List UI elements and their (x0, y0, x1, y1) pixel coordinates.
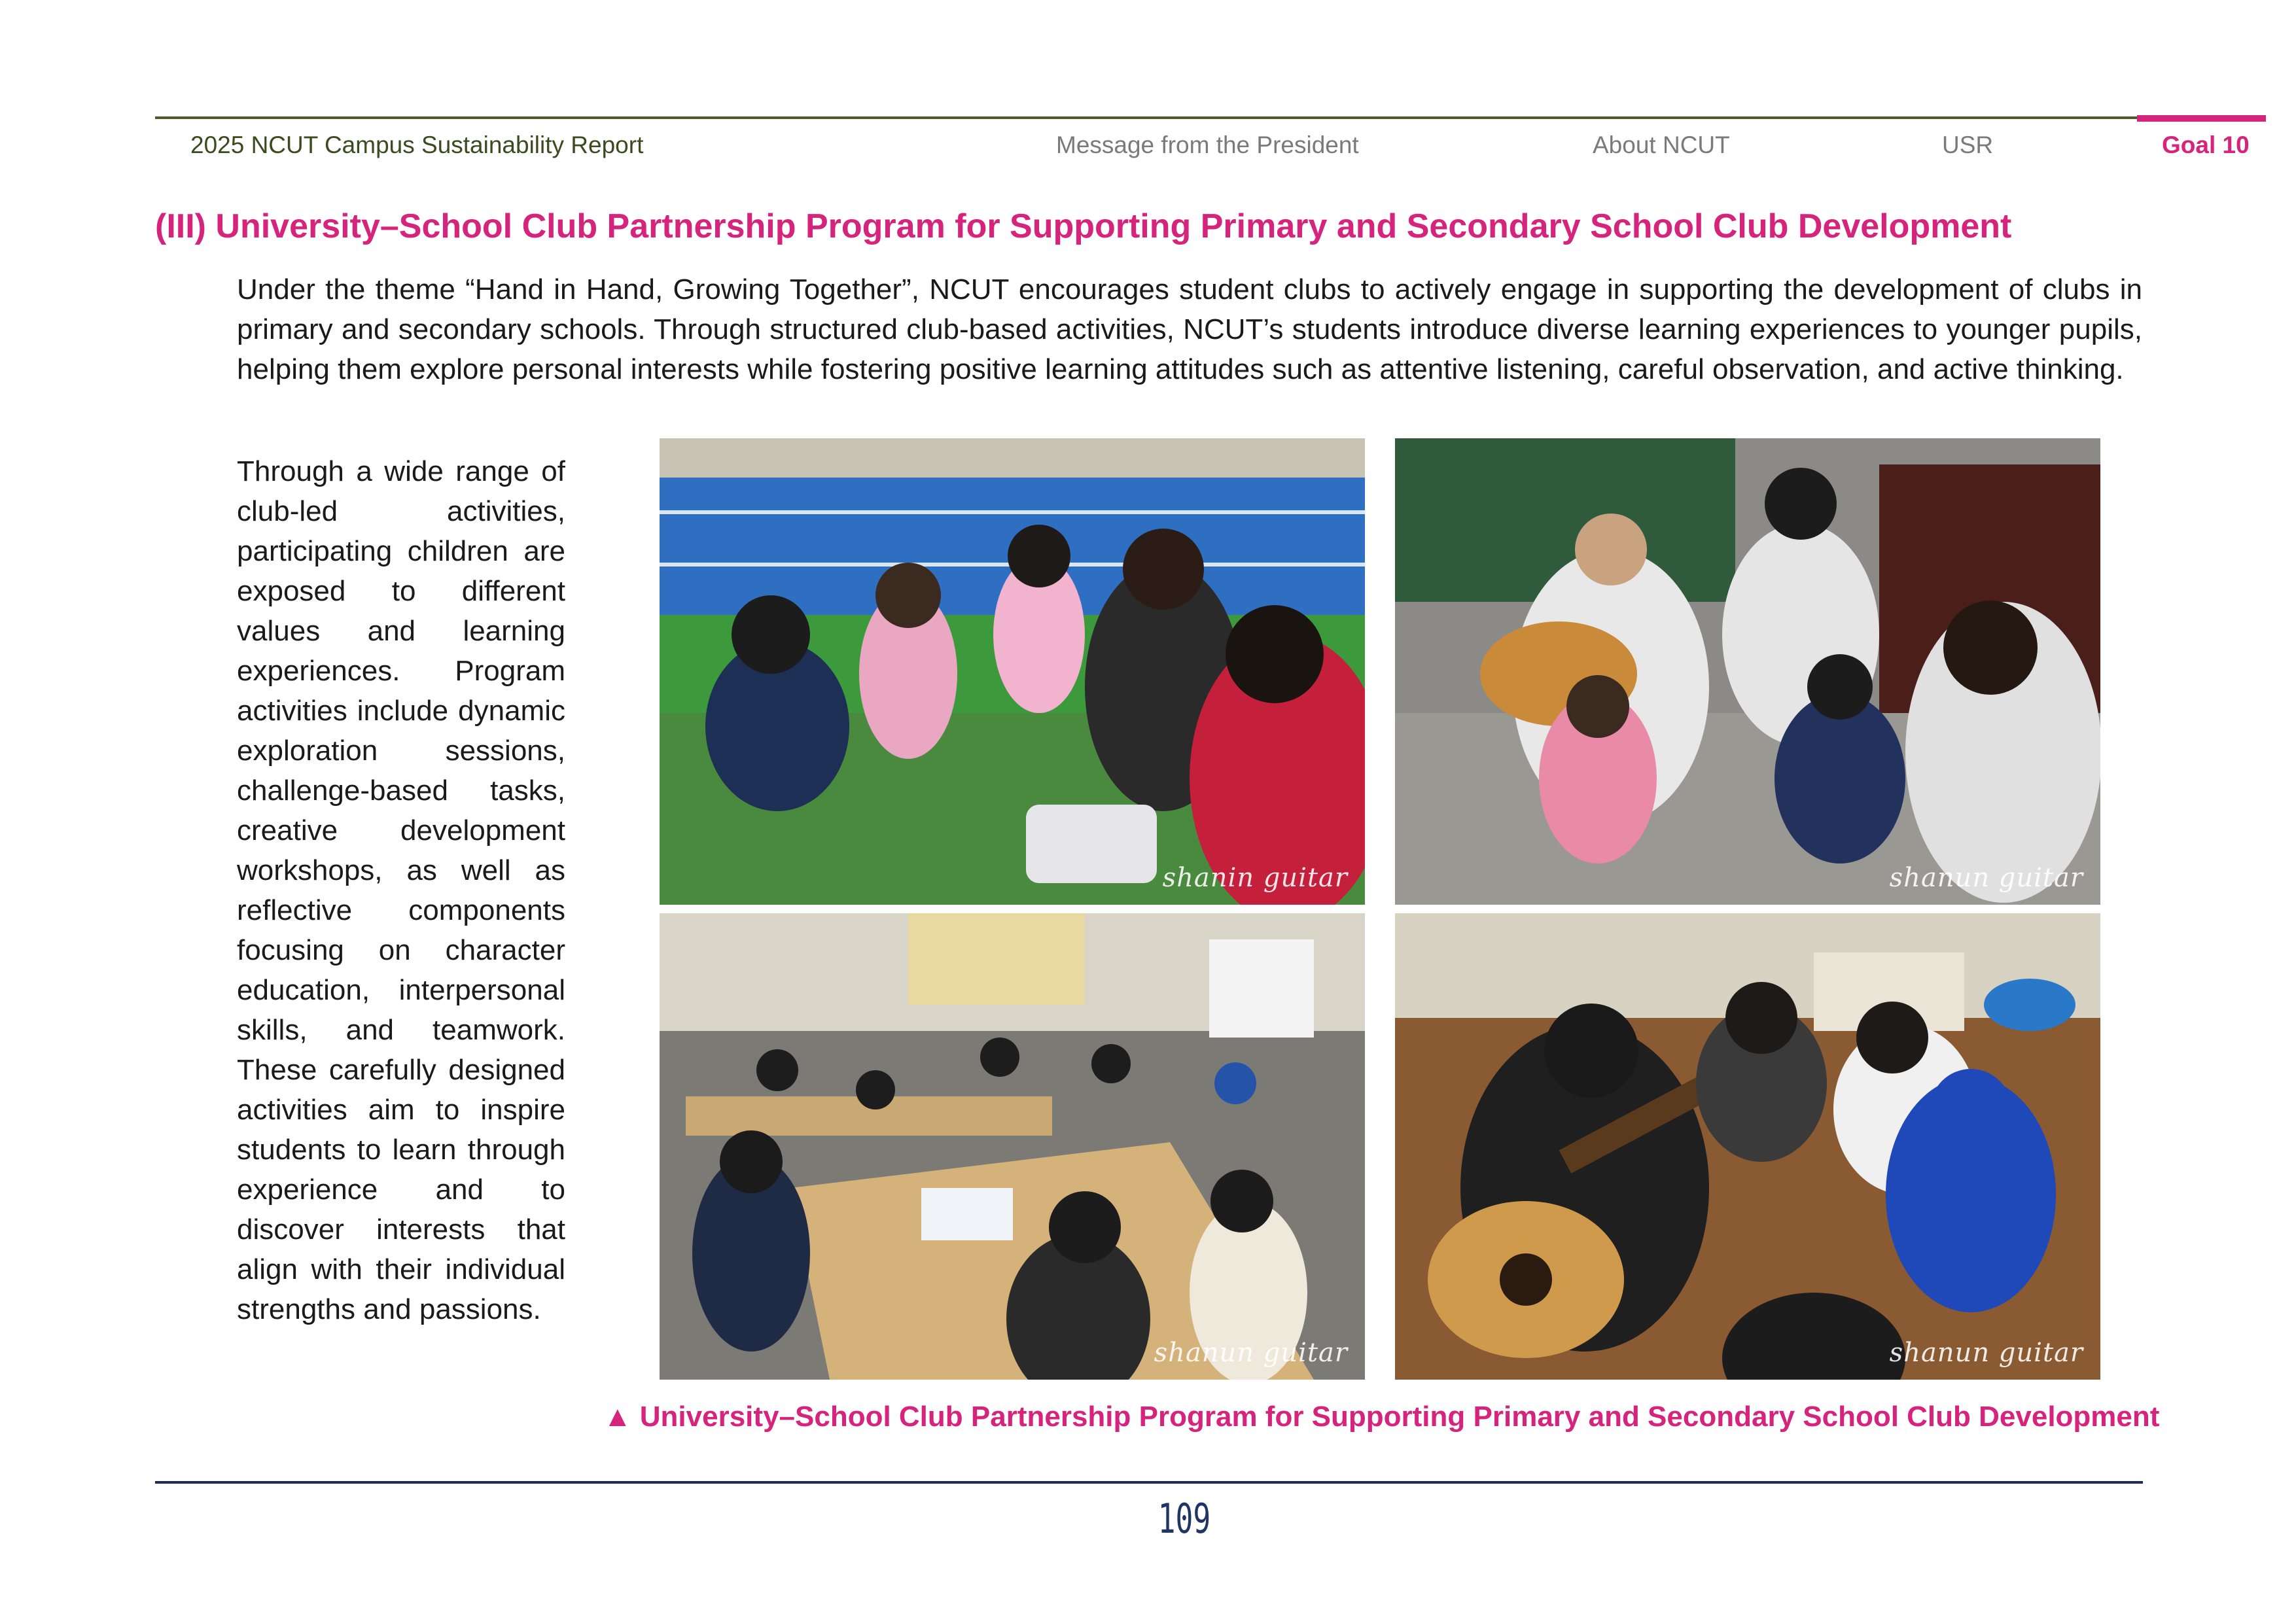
photo-caption: ▲ University–School Club Partnership Program for Supporting Primary and Secondary School Club Development (603, 1401, 2160, 1433)
footer-rule (155, 1481, 2143, 1484)
watermark-1: shanin guitar (1162, 863, 1348, 893)
watermark-4: shanun guitar (1889, 1338, 2083, 1368)
header-rule (155, 116, 2137, 119)
nav-message-from-president[interactable]: Message from the President (1056, 131, 1359, 158)
page-number: 109 (1157, 1495, 1211, 1543)
photo-guitar-floor (1395, 913, 2100, 1380)
watermark-3: shanun guitar (1154, 1338, 1348, 1368)
intro-paragraph: Under the theme “Hand in Hand, Growing Together”, NCUT encourages student clubs to actively engage in supporting the development of clubs in primary and secondary schools. Through structured club-based activities, NCUT’s students introduce diverse learning experiences to younger pupils, helping them explore personal interests while fostering positive learning attitudes such as attentive listening, careful observation, and active thinking. (237, 273, 2142, 385)
nav-about-ncut[interactable]: About NCUT (1593, 131, 1730, 158)
photo-guitar-lesson (1395, 438, 2100, 905)
watermark-2: shanun guitar (1889, 863, 2083, 893)
section-title: (III) University–School Club Partnership Program for Supporting Primary and Secondary School Club Development (155, 207, 2012, 245)
photo-students-circle (660, 438, 1365, 905)
side-paragraph: Through a wide range of club-led activities, participating children are exposed to different values and learning experiences. Program activities include dynamic exploration sessions, challenge-based tasks, creative development workshops, as well as reflective components focusing on character education, interpersonal skills, and teamwork. These carefully designed activities aim to inspire students to learn through experience and to discover interests that align with their individual strengths and passions. (237, 455, 565, 1325)
header-active-marker (2137, 115, 2266, 122)
nav-goal-10[interactable]: Goal 10 (2162, 131, 2250, 158)
photo-classroom (660, 913, 1365, 1380)
nav-usr[interactable]: USR (1942, 131, 1994, 158)
report-title: 2025 NCUT Campus Sustainability Report (190, 131, 644, 158)
